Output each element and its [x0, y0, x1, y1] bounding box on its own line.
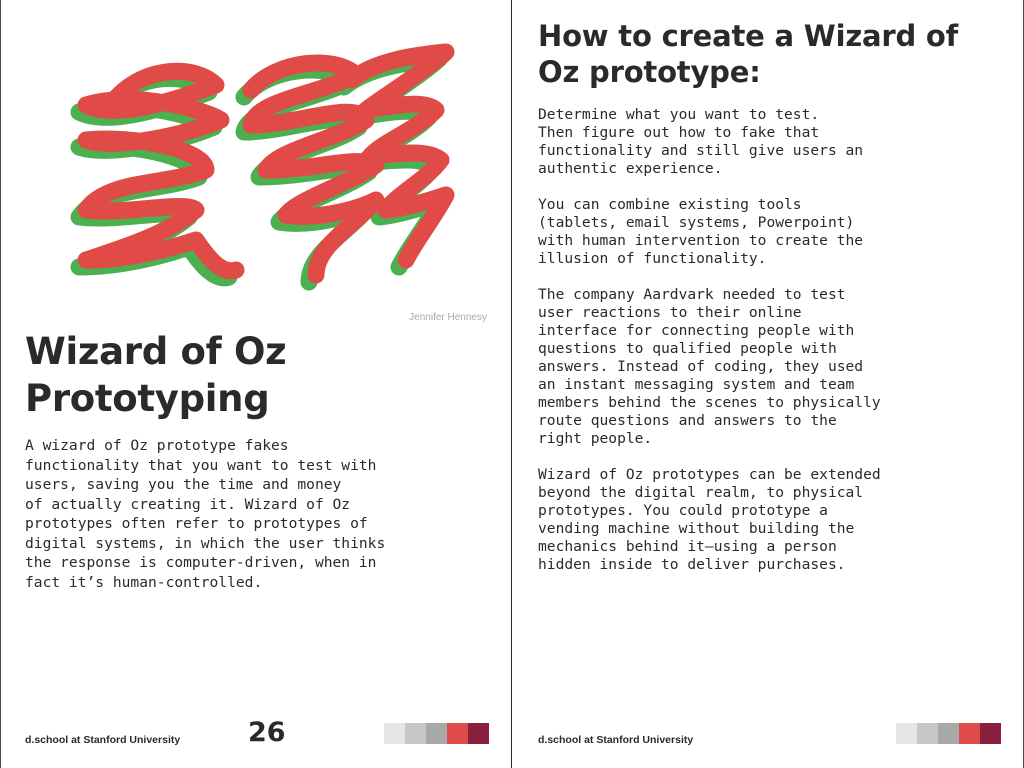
- page-title-line-2: Prototyping: [25, 377, 270, 420]
- section-heading-line-2: Oz prototype:: [538, 55, 761, 89]
- section-heading: [538, 18, 958, 90]
- swatch-2: [917, 723, 938, 744]
- illustration-credit: Jennifer Hennesy: [409, 312, 487, 323]
- swatch-4: [447, 723, 468, 744]
- paragraph-1: Determine what you want to test. Then figure out how to fake that functionality and still give users an authentic experience.: [538, 106, 864, 177]
- swatch-1: [384, 723, 405, 744]
- swatch-1: [896, 723, 917, 744]
- right-page: [512, 0, 1024, 768]
- scribble-illustration: [56, 40, 456, 295]
- instructions-body: [538, 106, 1008, 592]
- paragraph-3: The company Aardvark needed to test user reactions to their online interface for connecting people with questions to qualified people with answers. Instead of coding, they used an instant messaging system and team members behind the scenes to physically route questions and answers to the right people.: [538, 286, 881, 447]
- swatch-5: [468, 723, 489, 744]
- swatch-3: [938, 723, 959, 744]
- swatch-2: [405, 723, 426, 744]
- page-title: [25, 328, 495, 422]
- footer-label-right: d.school at Stanford University: [538, 734, 694, 746]
- section-heading-line-1: How to create a Wizard of: [538, 19, 959, 53]
- paragraph-2: You can combine existing tools (tablets, email systems, Powerpoint) with human intervention to create the illusion of functionality.: [538, 196, 864, 267]
- intro-paragraph: A wizard of Oz prototype fakes functionality that you want to test with users, saving you the time and money of actually creating it. Wizard of Oz prototypes often refer to prototypes of digital systems, in which the user thinks the response is computer-driven, when in fact it’s human-controlled.: [25, 437, 386, 591]
- swatch-5: [980, 723, 1001, 744]
- color-swatches-right: [896, 723, 1001, 744]
- page-number: 26: [248, 717, 286, 748]
- paragraph-4: Wizard of Oz prototypes can be extended beyond the digital realm, to physical prototypes. You could prototype a vending machine without building the mechanics behind it—using a person hidden inside to deliver purchases.: [538, 466, 881, 573]
- swatch-3: [426, 723, 447, 744]
- color-swatches-left: [384, 723, 489, 744]
- page-title-line-1: Wizard of Oz: [25, 330, 287, 373]
- swatch-4: [959, 723, 980, 744]
- footer-label-left: d.school at Stanford University: [25, 734, 181, 746]
